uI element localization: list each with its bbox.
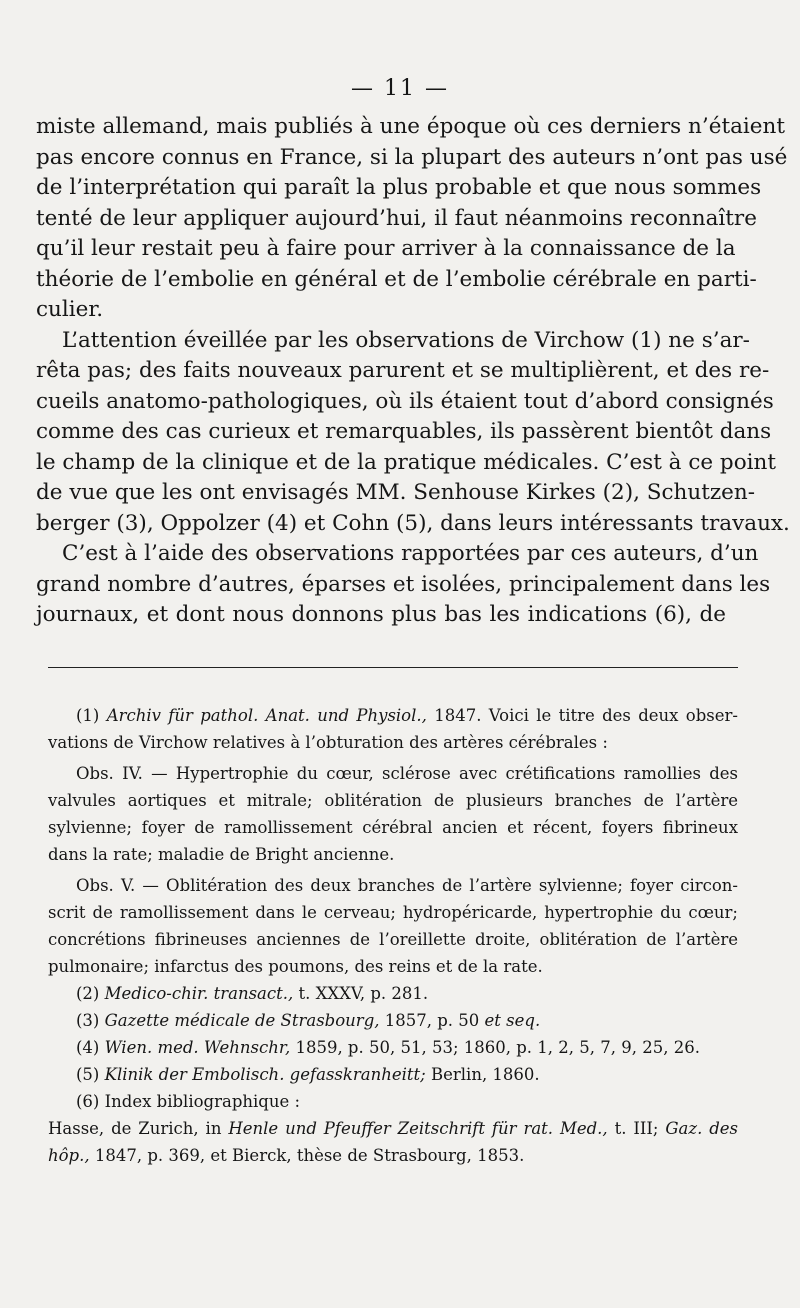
text-line: de vue que les ont envisagés MM. Senhouse Kirkes (2), Schutzen- <box>36 480 756 505</box>
bibliography-source-title: hôp., <box>48 1146 90 1165</box>
text-line: C’est à l’aide des observations rapportées par ces auteurs, d’un <box>62 541 759 566</box>
bibliography-entry-line <box>48 1142 738 1169</box>
text-line: L’attention éveillée par les observations de Virchow (1) ne s’ar- <box>62 327 750 353</box>
footnote-3 <box>48 1007 738 1034</box>
footnote-text: 1859, p. 50, 51, 53; 1860, p. 1, 2, 5, 7, 9, 25, 26. <box>295 1038 700 1057</box>
bibliography-text: 1847, p. 369, et Bierck, thèse de Strasbourg, 1853. <box>94 1146 525 1165</box>
observation-v-line: concrétions fibrineuses anciennes de l’oreillette droite, oblitération de l’artère <box>48 930 738 949</box>
observation-iv-line: valvules aortiques et mitrale; oblitération de plusieurs branches de l’artère <box>48 791 738 810</box>
bibliography-text: Hasse, de Zurich, in <box>48 1119 222 1138</box>
text-line: tenté de leur appliquer aujourd’hui, il faut néanmoins reconnaître <box>36 205 757 231</box>
footnote-divider <box>48 667 738 668</box>
observation-iv-line: sylvienne; foyer de ramollissement cérébral ancien et récent, foyers fibrineux <box>48 818 738 837</box>
footnote-marker: (4) <box>76 1038 100 1057</box>
text-line: de l’interprétation qui paraît la plus probable et que nous sommes <box>36 175 762 200</box>
bibliography-text: t. III; <box>614 1119 659 1138</box>
footnote-text: 1857, p. 50 <box>384 1011 480 1030</box>
text-line: miste allemand, mais publiés à une époque où ces derniers n’étaient <box>36 114 786 139</box>
footnote-text-line: vations de Virchow relatives à l’obturation des artères cérébrales : <box>48 733 608 752</box>
observation-v-line: pulmonaire; infarctus des poumons, des reins et de la rate. <box>48 957 543 976</box>
text-line: qu’il leur restait peu à faire pour arriver à la connaissance de la <box>36 236 736 261</box>
footnote-5 <box>48 1061 738 1088</box>
page-number: — 11 — <box>351 76 449 101</box>
text-line: grand nombre d’autres, éparses et isolées, principalement dans les <box>36 571 771 597</box>
text-line: pas encore connus en France, si la plupart des auteurs n’ont pas usé <box>36 144 788 170</box>
observation-v-line: Obs. V. — Oblitération des deux branches de l’artère sylvienne; foyer circon- <box>76 876 738 895</box>
text-line: cueils anatomo-pathologiques, où ils étaient tout d’abord consignés <box>36 388 774 414</box>
text-line: journaux, et dont nous donnons plus bas les indications (6), de <box>36 602 726 627</box>
text-line: rêta pas; des faits nouveaux parurent et se multiplièrent, et des re- <box>36 358 770 383</box>
footnote-source-title: Wien. med. Wehnschr, <box>104 1038 291 1057</box>
footnote-text: 1847. Voici le titre des deux obser- <box>434 706 738 725</box>
footnote-marker: (5) <box>76 1065 100 1084</box>
observation-iv-line: dans la rate; maladie de Bright ancienne. <box>48 845 395 864</box>
footnote-6 <box>48 1088 738 1115</box>
footnote-source-title: Klinik der Embolisch. gefasskranheitt; <box>104 1065 426 1084</box>
observation-iv-line: Obs. IV. — Hypertrophie du cœur, sclérose avec crétifications ramollies des <box>76 764 738 783</box>
footnote-marker: (1) <box>76 706 100 725</box>
footnote-1 <box>48 702 738 729</box>
bibliography-source-title: Henle und Pfeuffer Zeitschrift für rat. Med., <box>228 1119 608 1138</box>
observation-v-line: scrit de ramollissement dans le cerveau; hydropéricarde, hypertrophie du cœur; <box>48 903 738 922</box>
footnotes-block <box>48 702 738 1169</box>
footnote-marker: (2) <box>76 984 100 1003</box>
text-line: culier. <box>36 297 104 322</box>
bibliography-entry-line <box>48 1115 738 1142</box>
footnote-text: Berlin, 1860. <box>430 1065 540 1084</box>
footnote-marker: (3) <box>76 1011 100 1030</box>
text-line: comme des cas curieux et remarquables, ils passèrent bientôt dans <box>36 419 772 444</box>
footnote-source-title: Medico-chir. transact., <box>104 984 294 1003</box>
bibliography-source-title: Gaz. des <box>665 1119 739 1138</box>
footnote-4 <box>48 1034 738 1061</box>
footnote-marker: (6) <box>76 1092 100 1111</box>
footnote-2 <box>48 980 738 1007</box>
footnote-source-title: Archiv für pathol. Anat. und Physiol., <box>106 706 427 725</box>
text-line: le champ de la clinique et de la pratique médicales. C’est à ce point <box>36 449 776 475</box>
footnote-text-italic: et seq. <box>484 1011 541 1030</box>
text-line: berger (3), Oppolzer (4) et Cohn (5), dans leurs intéressants travaux. <box>36 510 790 536</box>
footnote-text: Index bibliographique : <box>104 1092 301 1111</box>
main-text-block <box>36 112 790 631</box>
text-line: théorie de l’embolie en général et de l’embolie cérébrale en parti- <box>36 266 757 292</box>
footnote-source-title: Gazette médicale de Strasbourg, <box>104 1011 380 1030</box>
footnote-text: t. XXXV, p. 281. <box>298 984 429 1003</box>
